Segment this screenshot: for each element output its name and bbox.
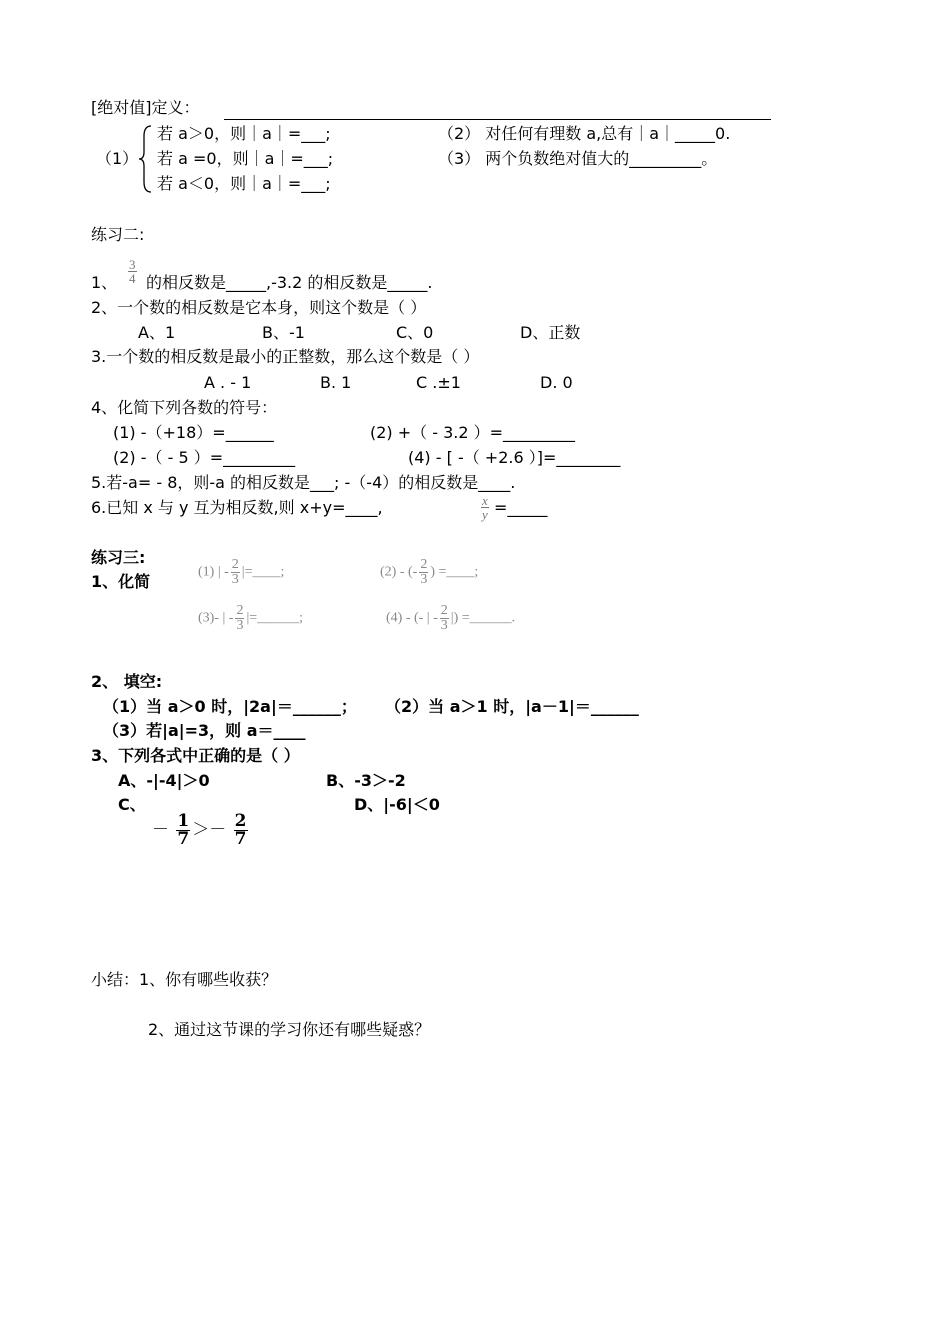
- summary-2: 2、通过这节课的学习你还有哪些疑惑？: [148, 1020, 431, 1039]
- simplify-1-prefix: (1) | -: [198, 564, 229, 580]
- fraction-x-over-y: [479, 494, 491, 521]
- q3-option-c: C .±1: [416, 373, 461, 392]
- fraction-numerator: 2: [231, 557, 239, 572]
- definition-blank-line: [224, 119, 771, 120]
- q1-prefix: 1、: [91, 273, 118, 292]
- summary-1: 小结：1、你有哪些收获？: [91, 970, 278, 989]
- property-2: （2） 对任何有理数 a,总有｜a｜_____0.: [438, 124, 731, 143]
- fill-blank-heading: 2、 填空:: [91, 672, 163, 691]
- exercise-2-heading: 练习二:: [91, 225, 145, 244]
- simplify-3-prefix: (3)- | -: [198, 610, 234, 626]
- fraction-three-quarters: [126, 258, 139, 285]
- q3-option-b: B. 1: [320, 373, 352, 392]
- option-b: B、-3＞-2: [326, 771, 406, 790]
- fill-blank-3: （3）若|a|=3，则 a＝____: [103, 721, 306, 740]
- case-zero: 若 a =0，则｜a｜=___;: [157, 149, 334, 168]
- fraction-numerator: 3: [129, 257, 136, 272]
- option-d: D、|-6|＜0: [354, 795, 440, 814]
- simplify-2-prefix: (2) - (-: [380, 564, 418, 580]
- case-positive: 若 a＞0，则｜a｜=___;: [157, 124, 331, 143]
- q4-part-4: (4) - [ -（ +2.6 ）]=________: [408, 448, 621, 467]
- fraction-numerator: 2: [236, 603, 244, 618]
- fill-blank-2: （2）当 a＞1 时，|a－1|＝______: [385, 697, 639, 716]
- q5-text: 5.若-a= - 8，则-a 的相反数是___; -（-4）的相反数是____.: [91, 473, 516, 492]
- minus-sign: －: [152, 820, 169, 840]
- left-brace: [138, 124, 154, 194]
- fraction-denominator: 7: [234, 829, 247, 849]
- simplify-label: 1、化简: [91, 572, 151, 591]
- fraction-denominator: 3: [420, 572, 428, 587]
- fraction-numerator: 2: [440, 603, 448, 618]
- q3-option-a: A . - 1: [204, 373, 252, 392]
- q2-text: 2、一个数的相反数是它本身，则这个数是（ ）: [91, 298, 427, 317]
- simplify-3: [198, 604, 303, 633]
- option-c-expression: [152, 813, 250, 848]
- fraction-denominator: 4: [129, 271, 136, 286]
- q4-part-2: (2) +（ - 3.2 ）=_________: [370, 423, 576, 442]
- greater-minus-sign: ＞－: [192, 820, 227, 840]
- fraction-denominator: y: [482, 507, 488, 522]
- q2-option-a: A、1: [138, 323, 176, 342]
- exercise-3-heading: 练习三:: [91, 548, 146, 567]
- simplify-3-suffix: |=______;: [246, 610, 304, 626]
- property-3: （3） 两个负数绝对值大的_________。: [438, 149, 718, 168]
- fraction-denominator: 3: [236, 618, 244, 633]
- case-negative: 若 a＜0，则｜a｜=___;: [157, 174, 331, 193]
- simplify-1-suffix: |=____;: [241, 564, 285, 580]
- correct-statement-question: 3、下列各式中正确的是（ ）: [91, 746, 300, 765]
- fraction-denominator: 3: [231, 572, 239, 587]
- simplify-2: [380, 558, 478, 587]
- q4-part-1: (1) -（+18）=______: [113, 423, 274, 442]
- simplify-4-suffix: |) =______.: [450, 610, 516, 626]
- fraction-numerator: 2: [420, 557, 428, 572]
- simplify-4-prefix: (4) - (- | -: [386, 610, 438, 626]
- q3-option-d: D. 0: [540, 373, 573, 392]
- q2-option-d: D、正数: [520, 323, 581, 342]
- q6-text: 6.已知 x 与 y 互为相反数,则 x+y=____,: [91, 498, 383, 517]
- q6-tail: =_____: [494, 498, 548, 517]
- q2-option-b: B、-1: [262, 323, 305, 342]
- fraction-numerator: x: [482, 493, 488, 508]
- abs-definition-title: [绝对值]定义：: [91, 98, 200, 117]
- q4-part-3: (2) -（ - 5 ）=_________: [113, 448, 296, 467]
- simplify-2-suffix: ) =____;: [430, 564, 479, 580]
- fraction-numerator: 2: [234, 811, 247, 831]
- q3-text: 3.一个数的相反数是最小的正整数，那么这个数是（ ）: [91, 347, 480, 366]
- case-label: （1）: [96, 149, 139, 168]
- fraction-numerator: 1: [177, 811, 190, 831]
- q4-text: 4、化简下列各数的符号：: [91, 398, 278, 417]
- option-c: C、: [118, 795, 146, 814]
- simplify-1: [198, 558, 284, 587]
- simplify-4: [386, 604, 515, 633]
- q2-option-c: C、0: [396, 323, 434, 342]
- fill-blank-1: （1）当 a＞0 时，|2a|＝______；: [103, 697, 357, 716]
- q1-text: 的相反数是_____,-3.2 的相反数是_____.: [146, 273, 433, 292]
- option-a: A、-|-4|＞0: [118, 771, 210, 790]
- fraction-denominator: 7: [177, 829, 190, 849]
- fraction-denominator: 3: [440, 618, 448, 633]
